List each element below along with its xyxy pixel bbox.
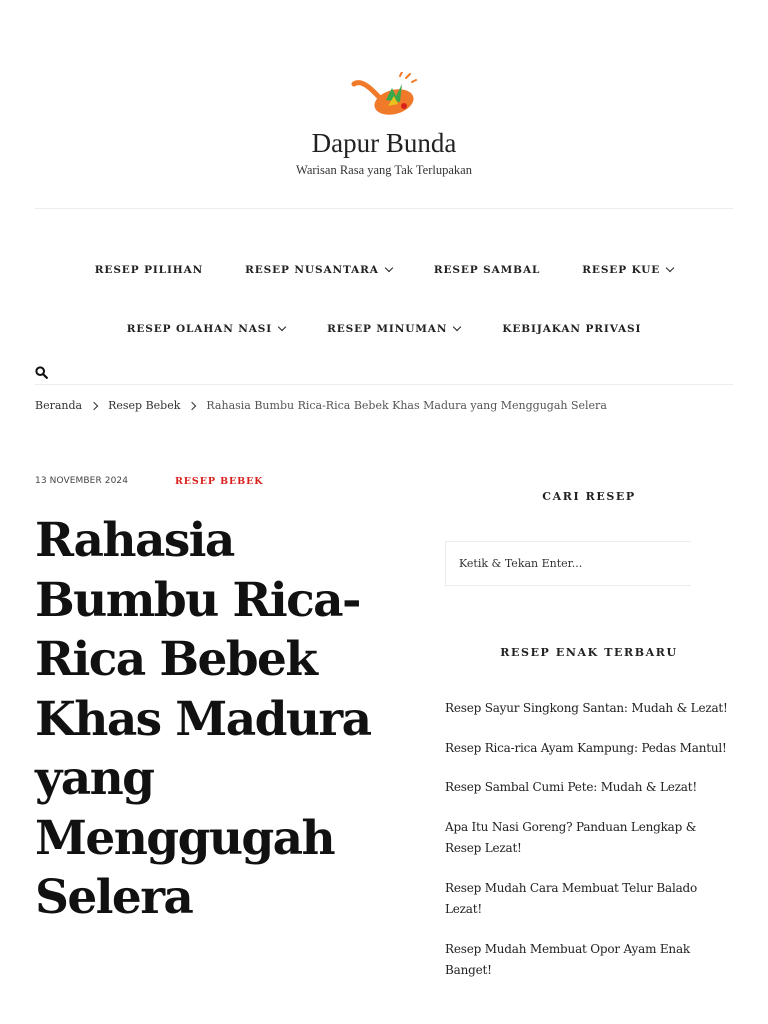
recent-posts-list: [445, 698, 735, 1000]
spatula-logo-icon[interactable]: [350, 72, 418, 122]
search-icon[interactable]: [35, 366, 48, 379]
nav-item-resep-nusantara[interactable]: RESEP NUSANTARA: [245, 264, 392, 276]
recent-post-link[interactable]: Resep Rica-rica Ayam Kampung: Pedas Mantul!: [445, 740, 727, 755]
recent-posts-title: RESEP ENAK TERBARU: [500, 646, 678, 659]
recent-post-link[interactable]: Resep Sayur Singkong Santan: Mudah & Lezat!: [445, 701, 728, 715]
nav-item-resep-olahan-nasi[interactable]: RESEP OLAHAN NASI: [127, 323, 285, 335]
nav-item-resep-kue[interactable]: RESEP KUE: [582, 264, 673, 276]
breadcrumb: [35, 399, 607, 412]
post-title: Rahasia Bumbu Rica-Rica Bebek Khas Madura yang Menggugah Selera: [35, 513, 371, 925]
site-tagline: Warisan Rasa yang Tak Terlupakan: [296, 163, 472, 177]
search-divider: [35, 384, 733, 385]
nav-item-kebijakan-privasi[interactable]: KEBIJAKAN PRIVASI: [502, 323, 642, 335]
chevron-down-icon: [385, 264, 393, 272]
post-date: 13 NOVEMBER 2024: [35, 476, 129, 486]
main-nav-row-2: [0, 323, 768, 335]
recent-post-link[interactable]: Resep Mudah Cara Membuat Telur Balado Lezat!: [445, 880, 698, 916]
chevron-down-icon: [453, 323, 461, 331]
nav-item-resep-sambal[interactable]: RESEP SAMBAL: [433, 264, 541, 276]
sidebar-search-input[interactable]: [446, 542, 691, 585]
main-nav-row-1: [0, 264, 768, 276]
sidebar-search-box: [445, 541, 691, 586]
breadcrumb-home-link[interactable]: Beranda: [35, 399, 83, 412]
breadcrumb-current: Rahasia Bumbu Rica-Rica Bebek Khas Madura yang Menggugah Selera: [206, 399, 607, 412]
nav-item-resep-pilihan[interactable]: RESEP PILIHAN: [94, 264, 204, 276]
site-title[interactable]: Dapur Bunda: [311, 128, 457, 158]
post-category-link[interactable]: RESEP BEBEK: [175, 476, 264, 487]
nav-item-resep-minuman[interactable]: RESEP MINUMAN: [327, 323, 460, 335]
search-widget-title: CARI RESEP: [542, 490, 636, 503]
header-divider: [35, 208, 733, 209]
breadcrumb-category-link[interactable]: Resep Bebek: [108, 399, 181, 412]
chevron-down-icon: [278, 323, 286, 331]
recent-post-link[interactable]: Apa Itu Nasi Goreng? Panduan Lengkap & Resep Lezat!: [445, 819, 697, 855]
chevron-down-icon: [666, 264, 674, 272]
recent-post-link[interactable]: Resep Mudah Membuat Opor Ayam Enak Banget!: [445, 941, 690, 977]
recent-post-link[interactable]: Resep Sambal Cumi Pete: Mudah & Lezat!: [445, 780, 697, 794]
chevron-right-icon: [188, 401, 196, 409]
chevron-right-icon: [90, 401, 98, 409]
